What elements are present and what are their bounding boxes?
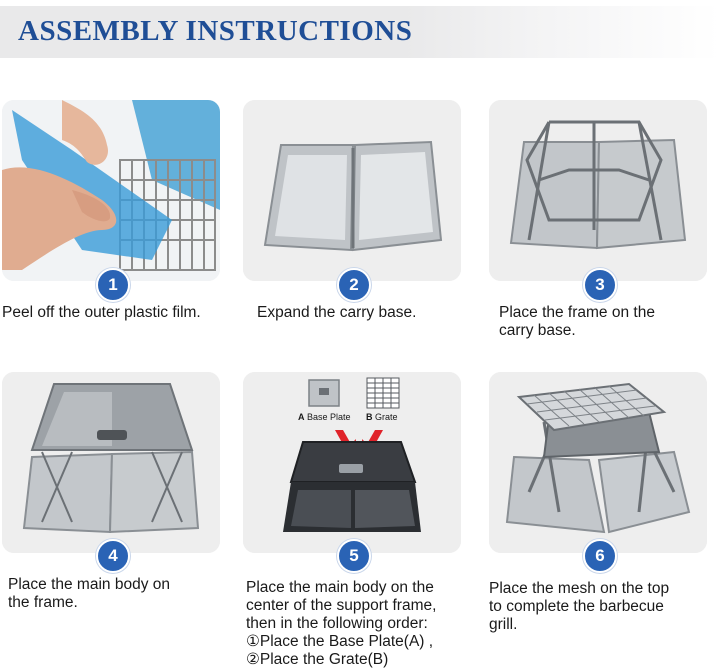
step-5-caption-line-2: center of the support frame, [246, 597, 437, 614]
step-5-caption-line-5: ②Place the Grate(B) [246, 651, 389, 668]
part-b-letter: B [366, 412, 373, 422]
step-4-image [2, 372, 220, 553]
header-band-fade [405, 6, 720, 58]
step-4-caption-line-1: Place the main body on [8, 576, 170, 593]
base-plate-icon [309, 380, 339, 406]
grate-icon [367, 378, 399, 408]
part-a-letter: A [298, 412, 305, 422]
step-3-caption [499, 304, 655, 340]
step-6-caption [489, 580, 669, 634]
step-4-caption-line-2: the frame. [8, 594, 78, 611]
step-3-caption-line-1: Place the frame on the [499, 304, 655, 321]
step-1-illustration [2, 100, 220, 281]
step-2-caption [257, 304, 416, 322]
header-band [0, 0, 720, 62]
step-3-illustration [489, 100, 707, 281]
step-1-caption-line: Peel off the outer plastic film. [2, 304, 201, 321]
step-3-caption-line-2: carry base. [499, 322, 576, 339]
step-1-badge: 1 [96, 268, 130, 302]
step-5-caption [246, 579, 436, 669]
step-4-caption [8, 576, 170, 612]
step-5-caption-line-4: ①Place the Base Plate(A) , [246, 633, 434, 650]
part-a-name: Base Plate [307, 412, 351, 422]
step-4-illustration [2, 372, 220, 553]
step-4-badge: 4 [96, 539, 130, 573]
step-3-badge: 3 [583, 268, 617, 302]
page-title: ASSEMBLY INSTRUCTIONS [18, 15, 413, 47]
part-b-label [366, 412, 398, 422]
step-6-image [489, 372, 707, 553]
step-2-illustration [243, 100, 461, 281]
step-2-image [243, 100, 461, 281]
step-5-illustration [243, 372, 461, 553]
step-3-image [489, 100, 707, 281]
step-1-caption [2, 304, 201, 322]
step-6-caption-line-1: Place the mesh on the top [489, 580, 670, 597]
step-5-caption-line-1: Place the main body on the [246, 579, 434, 596]
step-6-caption-line-2: to complete the barbecue [489, 598, 664, 615]
step-6-illustration [489, 372, 707, 553]
step-1-image [2, 100, 220, 281]
step-6-badge: 6 [583, 539, 617, 573]
step-2-badge: 2 [337, 268, 371, 302]
part-a-label [298, 412, 351, 422]
step-5-image [243, 372, 461, 553]
part-b-name: Grate [375, 412, 398, 422]
step-5-caption-line-3: then in the following order: [246, 615, 428, 632]
step-2-caption-line: Expand the carry base. [257, 304, 417, 321]
step-5-badge: 5 [337, 539, 371, 573]
step-6-caption-line-3: grill. [489, 616, 518, 633]
